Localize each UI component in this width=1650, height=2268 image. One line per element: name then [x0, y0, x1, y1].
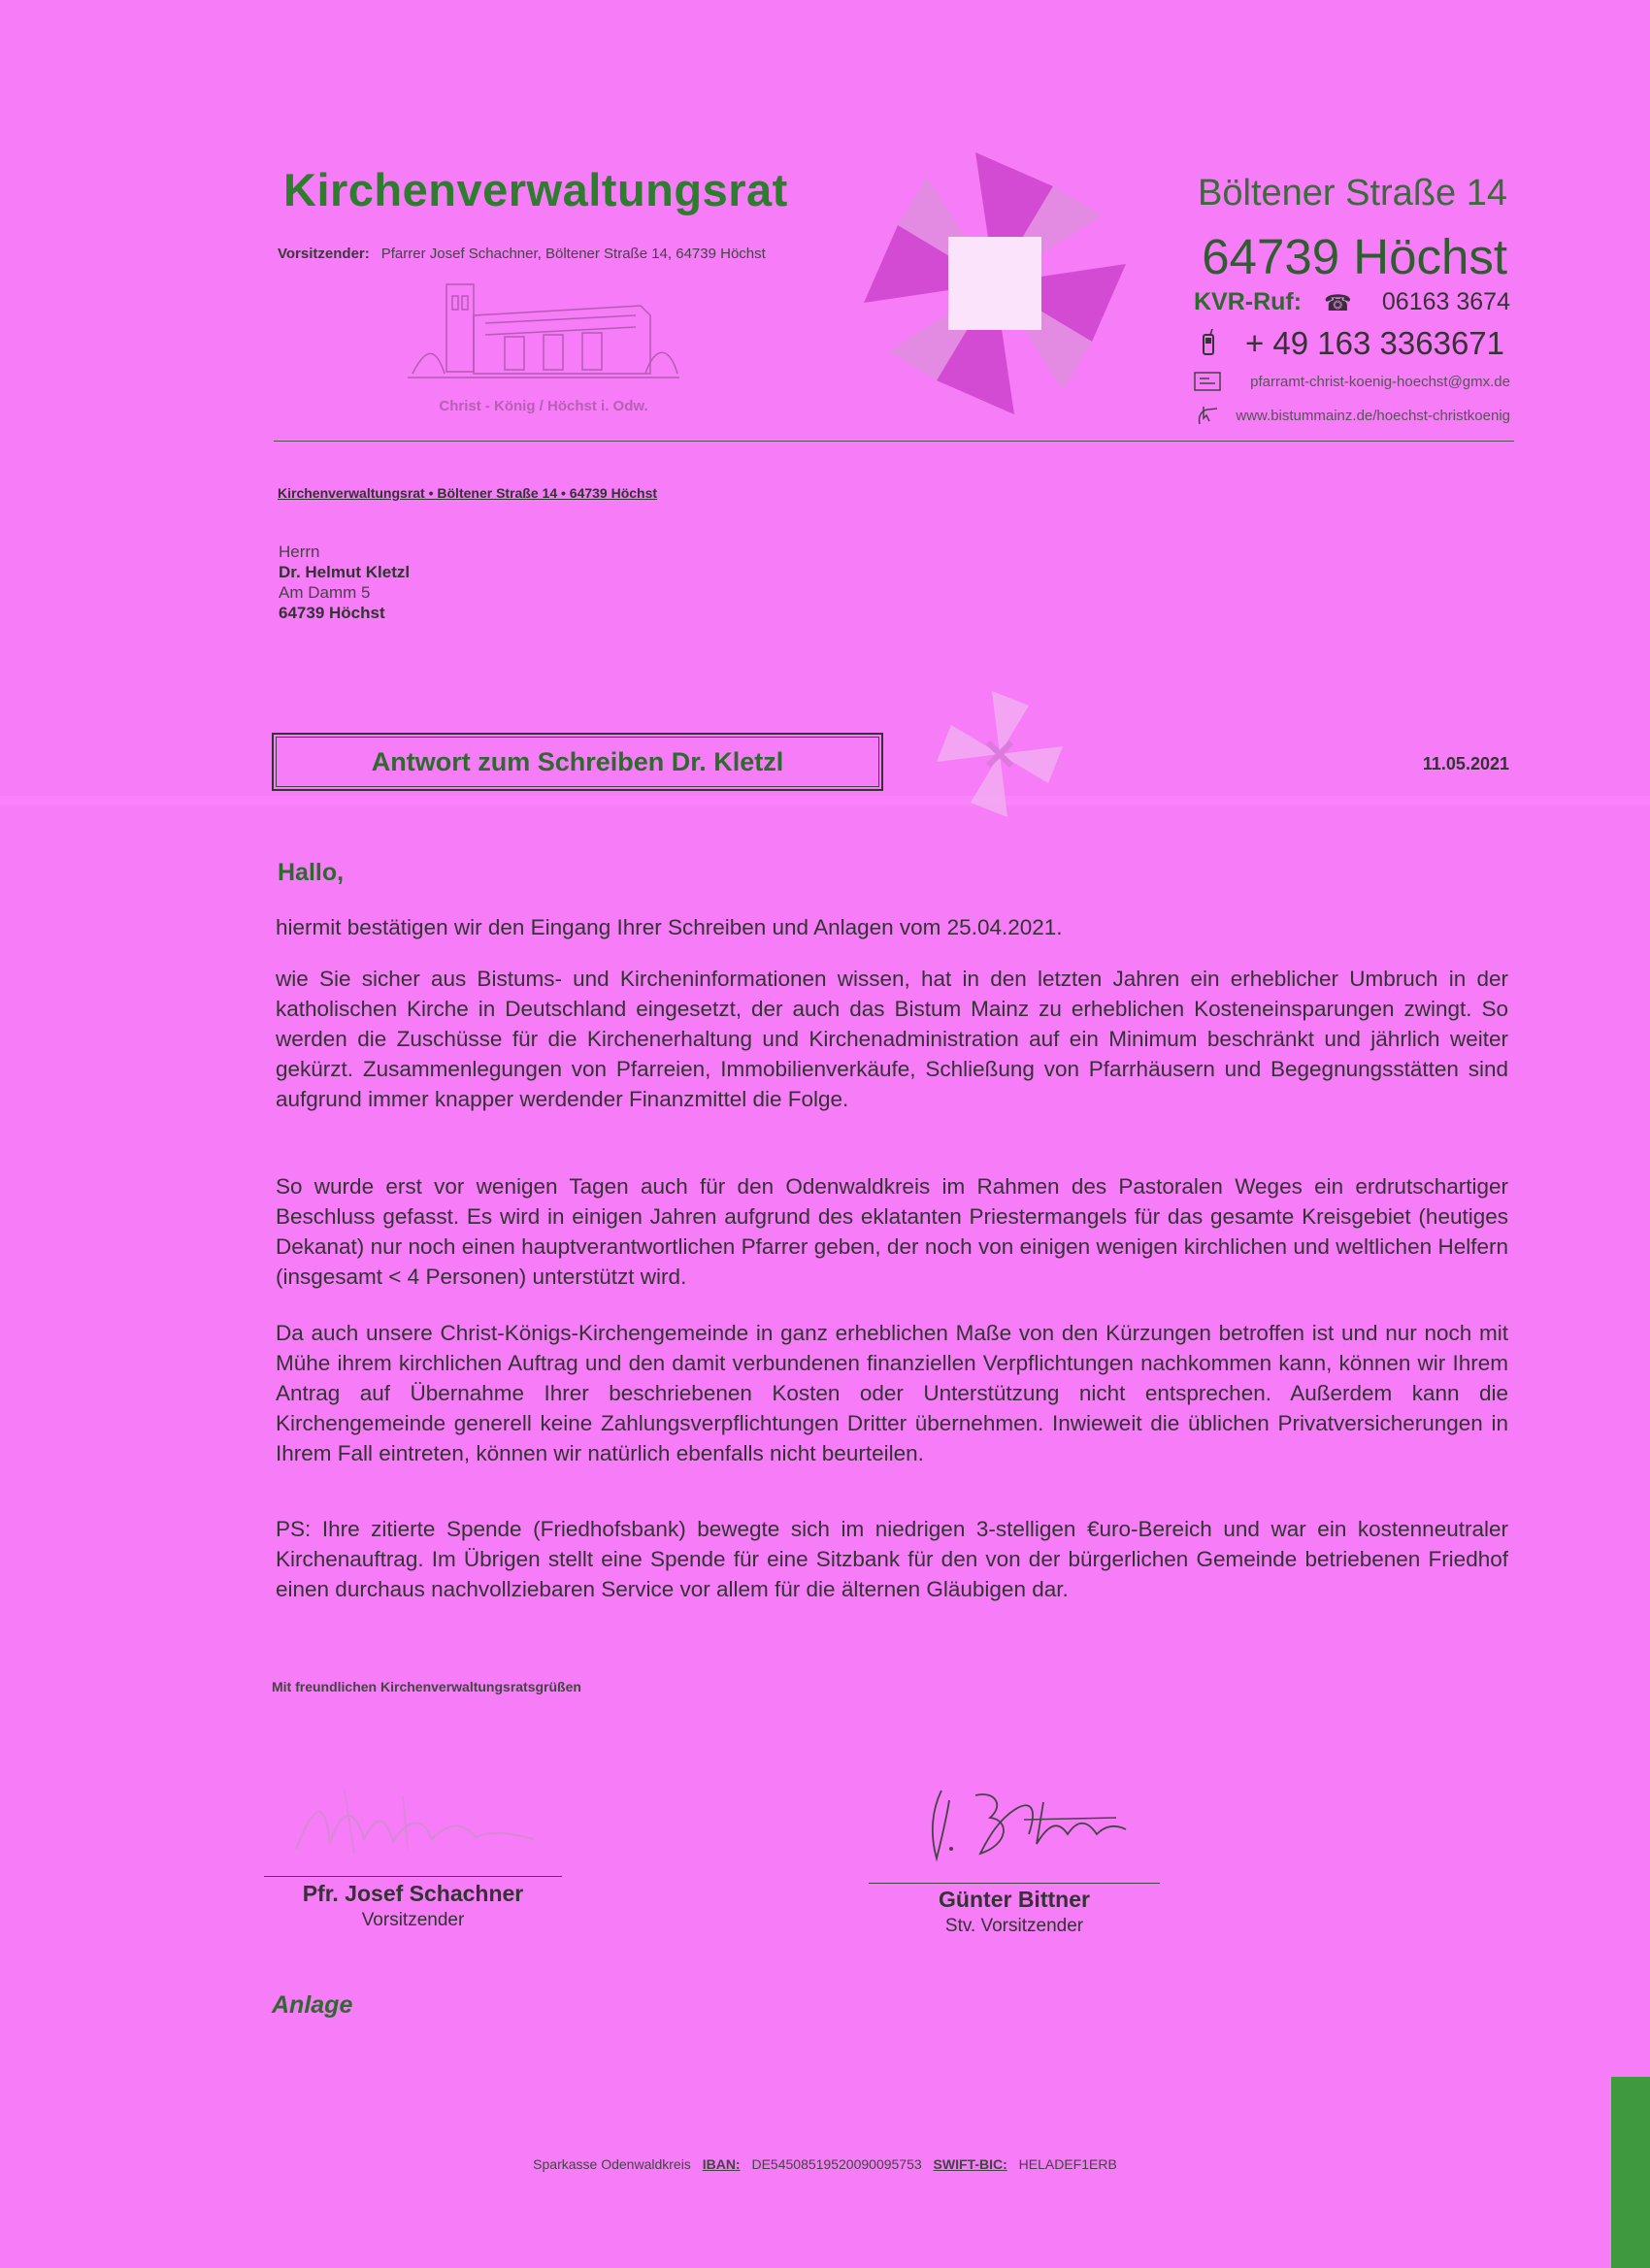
address-street: Böltener Straße 14: [1198, 173, 1507, 214]
chair-info: [278, 246, 766, 262]
address-city: 64739 Höchst: [1202, 229, 1507, 284]
bank-footer: [0, 2156, 1650, 2172]
organization-name: Kirchenverwaltungsrat: [283, 164, 788, 215]
church-caption: Christ - König / Höchst i. Odw.: [439, 398, 648, 414]
recipient-street: Am Damm 5: [279, 583, 371, 602]
mouse-pointer-icon: [1196, 405, 1221, 426]
signature-line: [869, 1883, 1160, 1884]
signer-role: Stv. Vorsitzender: [944, 1916, 1084, 1936]
recipient-address: [279, 542, 410, 623]
iban-label: IBAN:: [702, 2156, 741, 2172]
signature-line: [264, 1876, 562, 1877]
scan-band: [0, 796, 1650, 805]
website-url[interactable]: www.bistummainz.de/hoechst-christkoenig: [1236, 408, 1510, 424]
signature-schachner: [286, 1781, 539, 1868]
kvr-phone-number: 06163 3674: [1381, 288, 1510, 315]
subject-box: [272, 733, 883, 791]
mobile-phone-icon: [1202, 329, 1215, 356]
chair-value: Pfarrer Josef Schachner, Böltener Straße 14, 64739 Höchst: [380, 246, 766, 262]
iban-value: DE54508519520090095753: [751, 2156, 922, 2172]
body-paragraph: So wurde erst vor wenigen Tagen auch für den Odenwaldkreis im Rahmen des Pastoralen Weges ein erdrutschartiger Beschluss gefasst. Es wird in einigen Jahren aufgrund des eklatanten Priestermangels für das gesamte Kreisgebiet (heutiges Dekanat) nur noch einen hauptverantwortlichen Pfarrer geben, der noch von einigen wenigen kirchlichen und weltlichen Helfern (insgesamt < 4 Personen) unterstützt wird.: [276, 1174, 1508, 1289]
sender-return-address: Kirchenverwaltungsrat • Böltener Straße 14 • 64739 Höchst: [278, 485, 658, 501]
telephone-icon: ☎: [1324, 290, 1352, 315]
letterhead-divider: [274, 441, 1514, 442]
subject-line: Antwort zum Schreiben Dr. Kletzl: [371, 746, 784, 776]
postscript-paragraph: PS: Ihre zitierte Spende (Friedhofsbank) bewegte sich im niedrigen 3-stelligen €uro-Bereich und war ein kostenneutraler Kirchenauftrag. Im Übrigen stellt eine Spende für eine Sitzbank für den von der bürgerlichen Gemeinde betriebenen Friedhof einen durchaus nachvollziebaren Service vor allem für die älternen Gläubigen dar.: [276, 1517, 1508, 1601]
signer-name: Günter Bittner: [939, 1887, 1090, 1912]
body-paragraph: Da auch unsere Christ-Königs-Kirchengemeinde in ganz erheblichen Maße von den Kürzungen betroffen ist und nur noch mit Mühe ihrem kirchlichen Auftrag und den damit verbundenen finanziellen Verpflichtungen nachkommen kann, können wir Ihrem Antrag auf Übernahme Ihrer beschriebenen Kosten oder Unterstützung nicht entsprechen. Außerdem kann die Kirchengemeinde generell keine Zahlungsverpflichtungen Dritter übernehmen. Inwieweit die üblichen Privatversicherungen in Ihrem Fall eintreten, können wir natürlich ebenfalls nicht beurteilen.: [276, 1321, 1508, 1465]
signature-bittner: [922, 1781, 1131, 1868]
recipient-city: 64739 Höchst: [279, 604, 385, 622]
greeting: Hallo,: [278, 859, 345, 886]
enclosure-label: Anlage: [272, 1991, 353, 2019]
email-row: [1194, 371, 1510, 394]
bic-label: SWIFT-BIC:: [933, 2156, 1007, 2172]
scan-edge-artifact: [1611, 2077, 1650, 2268]
recipient-salutation: Herrn: [279, 542, 320, 561]
signer-name: Pfr. Josef Schachner: [302, 1881, 524, 1906]
bic-value: HELADEF1ERB: [1018, 2156, 1117, 2172]
bank-name: Sparkasse Odenwaldkreis: [533, 2156, 691, 2172]
mobile-row: [1202, 325, 1504, 360]
body-paragraph: hiermit bestätigen wir den Eingang Ihrer Schreiben und Anlagen vom 25.04.2021.: [276, 915, 1063, 939]
mobile-number: + 49 163 3363671: [1244, 325, 1504, 361]
email-address[interactable]: pfarramt-christ-koenig-hoechst@gmx.de: [1250, 374, 1510, 390]
signer-role: Vorsitzender: [361, 1910, 465, 1930]
recipient-name: Dr. Helmut Kletzl: [279, 563, 411, 581]
church-illustration: [408, 277, 679, 393]
kvr-label: KVR-Ruf:: [1194, 288, 1303, 315]
pinwheel-logo: [849, 146, 1140, 422]
website-row: [1194, 405, 1510, 428]
closing-phrase: Mit freundlichen Kirchenverwaltungsratsgrüßen: [272, 1679, 581, 1694]
body-paragraph: wie Sie sicher aus Bistums- und Kircheninformationen wissen, hat in den letzten Jahren ein erheblicher Umbruch in der katholischen Kirche in Deutschland eingesetzt, der auch das Bistum Mainz zu erheblichen Kosteneinsparungen zwingt. So werden die Zuschüsse für die Kirchenerhaltung und Kirchenadministration auf ein Minimum beschränkt und jährlich weiter gekürzt. Zusammenlegungen von Pfarreien, Immobilienverkäufe, Schließung von Pfarrhäusern und Begegnungsstätten sind aufgrund immer knapper werdender Finanzmittel die Folge.: [276, 967, 1508, 1111]
letter-date: 11.05.2021: [1422, 754, 1509, 773]
watermark-logo: [927, 684, 1072, 820]
kvr-phone-row: [1194, 288, 1510, 317]
chair-label: Vorsitzender:: [278, 246, 370, 262]
email-icon: [1194, 371, 1223, 392]
